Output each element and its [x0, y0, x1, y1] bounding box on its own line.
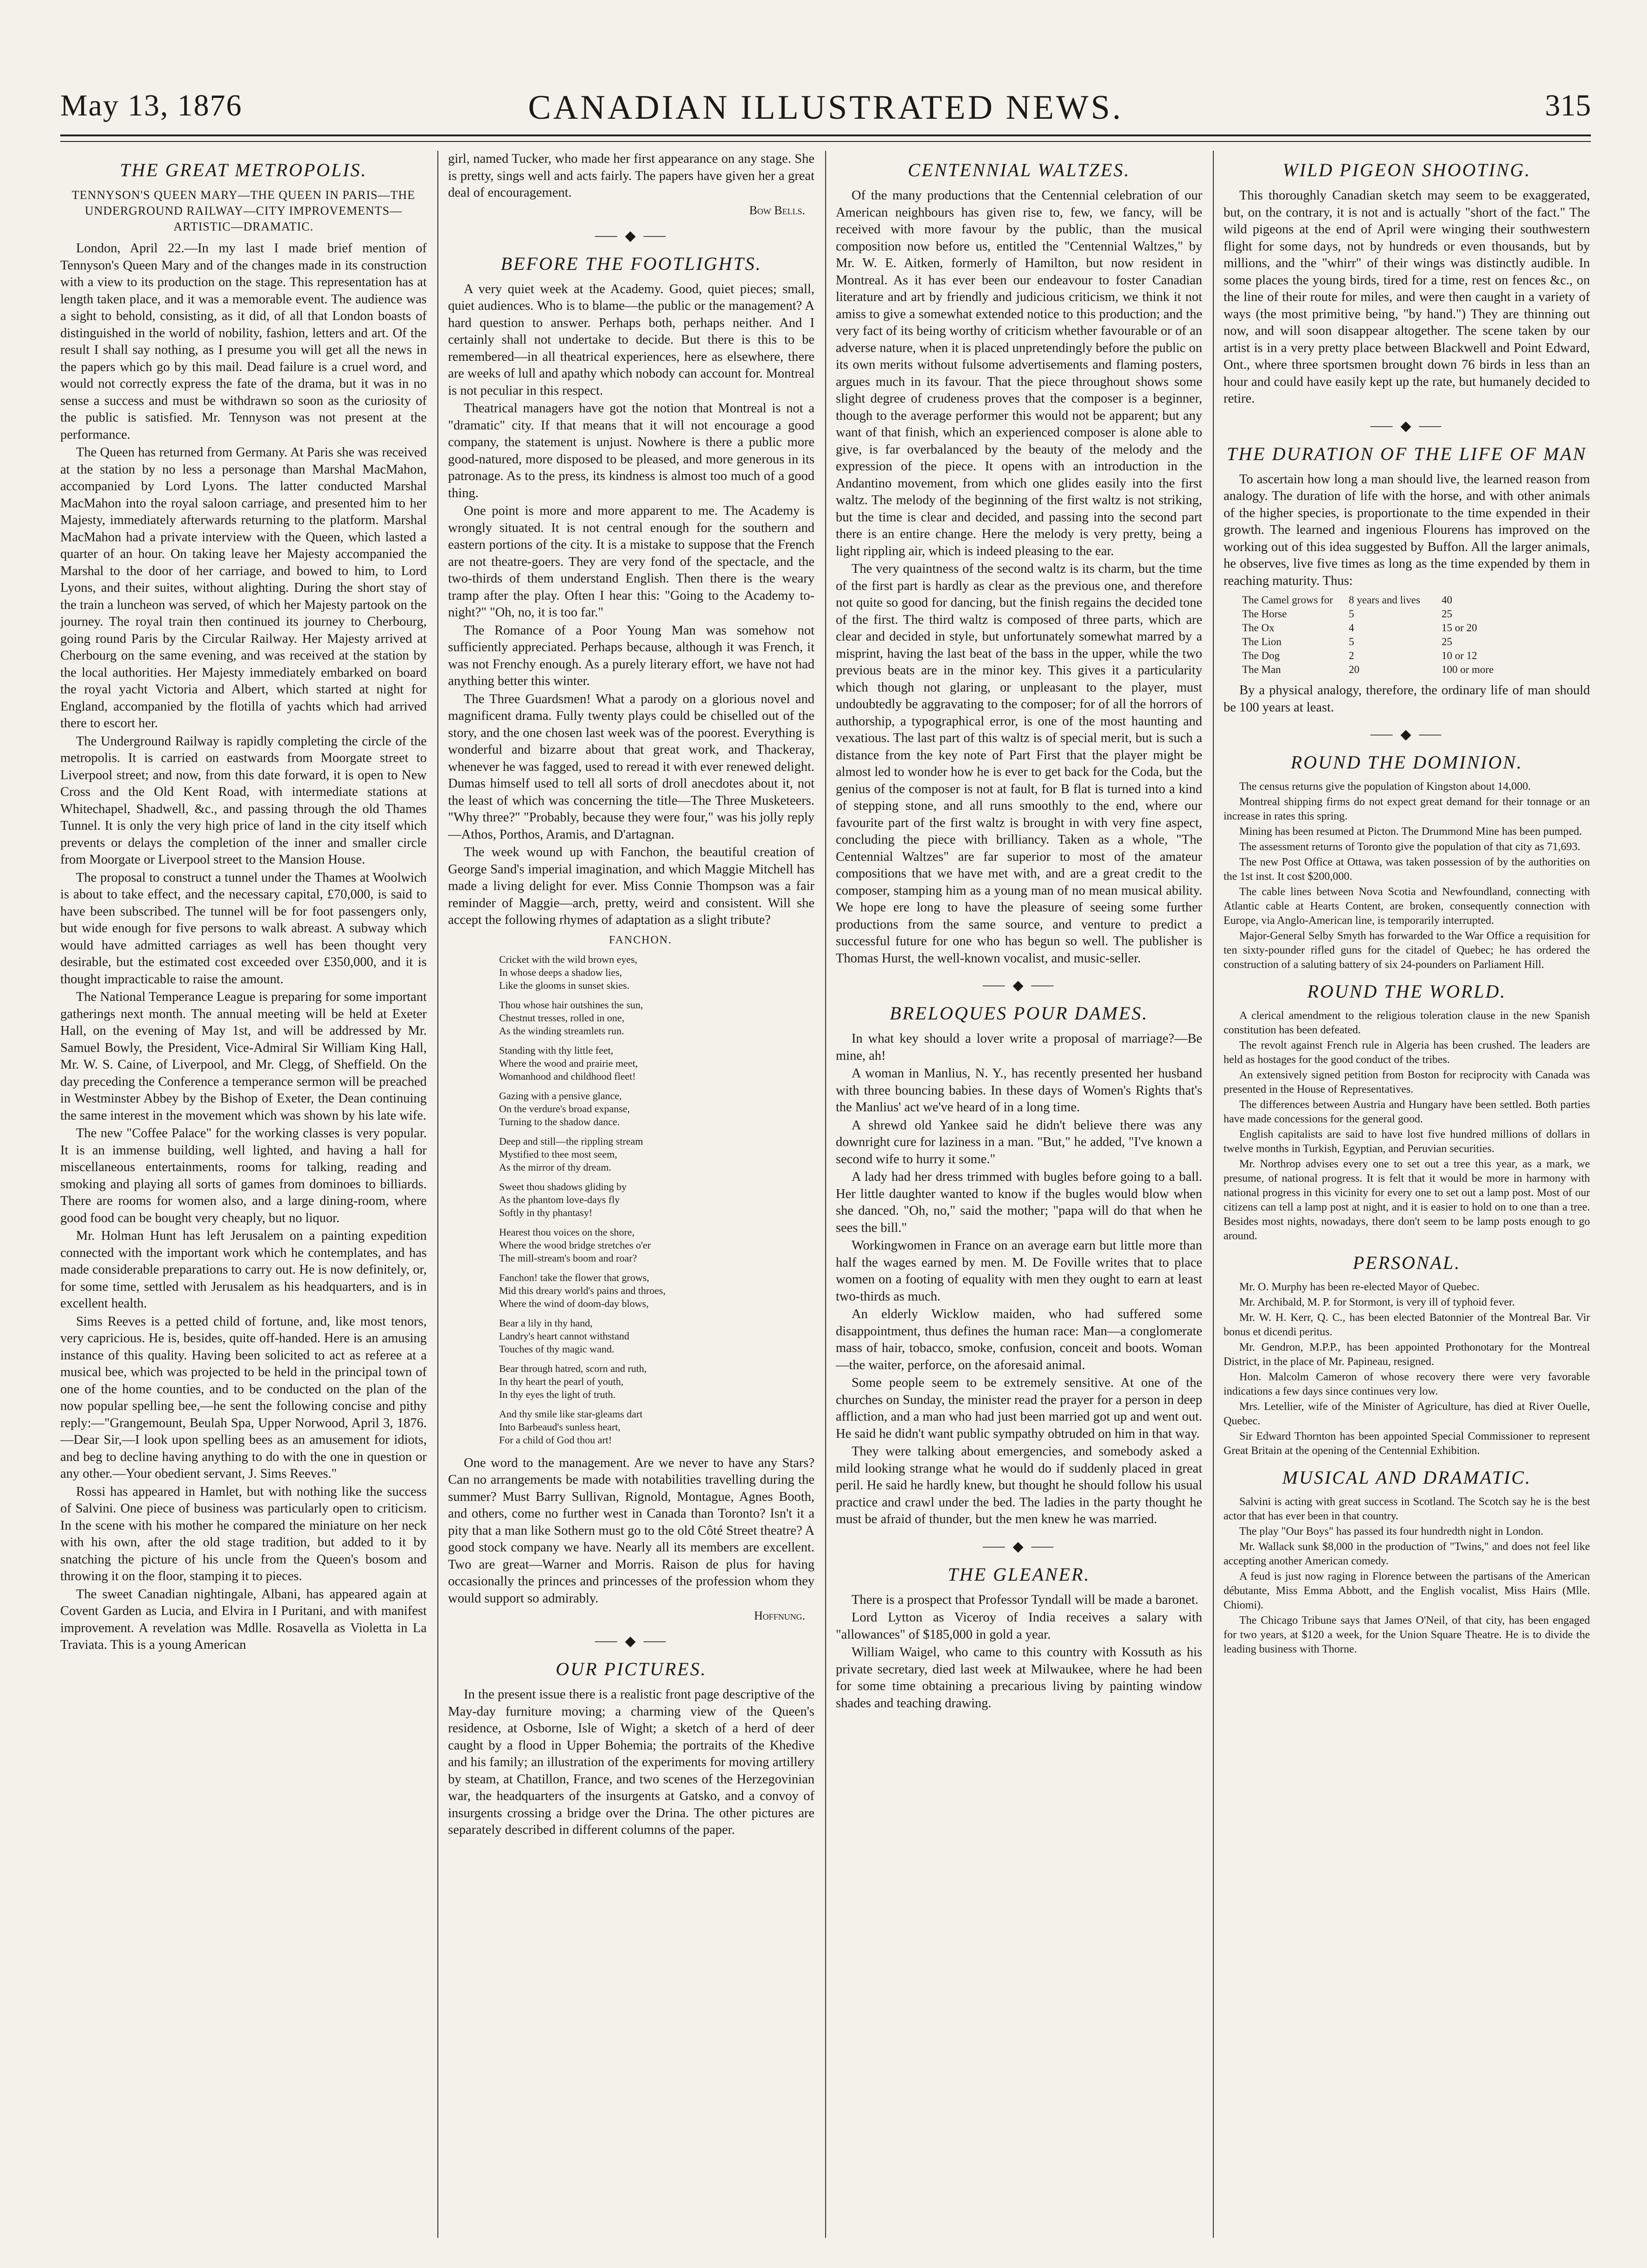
paragraph: A very quiet week at the Academy. Good, quiet pieces; small, quiet audiences. Who is to blame—the public or the management? A hard question to answer. Perhaps both, perhaps neither. And I certainly shall not undertake to decide. But there is this to be remembered—in all theatrical experiences, here as elsewhere, there are weeks of lull and apathy which nobody can account for. Montreal is not peculiar in this respect. — [448, 282, 814, 398]
poem-line: Womanhood and childhood fleet! — [499, 1070, 636, 1082]
poem-fanchon — [499, 934, 782, 1447]
ornament-divider: ⸺ ◆ ⸺ — [982, 978, 1056, 993]
poem-line: Where the wood and prairie meet, — [499, 1057, 638, 1069]
poem-stanza — [499, 1180, 782, 1219]
table-cell: 2 — [1349, 650, 1354, 661]
paragraph: The assessment returns of Toronto give the population of that city as 71,693. — [1239, 841, 1581, 853]
table-cell: The Camel grows for — [1242, 594, 1333, 606]
poem-line: Landry's heart cannot withstand — [499, 1330, 629, 1342]
poem-stanza — [499, 1271, 782, 1310]
masthead-rule — [60, 135, 1591, 142]
paragraph: Sims Reeves is a petted child of fortune, and, like most tenors, very capricious. He is, besides, quite off-handed. Here is an amusing instance of this quality. Having been solicited to act as referee at a musical bee, which was projected to be held in the principal town of one of the home counties, and to be conducted on the plan of the now popular spelling bee,—he sent the following concise and pithy reply:—"Grangemount, Beulah Spa, Upper Norwood, April 3, 1876.—Dear Sir,—I look upon spelling bees as an amusement for idiots, and beg to decline having anything to do with the one in question or any other.—Your obedient servant, J. Sims Reeves." — [60, 1314, 427, 1481]
paragraph: Mining has been resumed at Picton. The Drummond Mine has been pumped. — [1239, 826, 1582, 838]
poem-stanza — [499, 1044, 782, 1083]
paragraph: The Underground Railway is rapidly completing the circle of the metropolis. It is carried on eastwards from Moorgate street to Liverpool street; and now, from this date forward, it is open to New Cross and the Old Kent Road, with intermediate stations at Whitechapel, Shadwell, &c., and passing through the old Thames Tunnel. It is only the very high price of land in the city itself which prevents or delays the completion of the inner and smaller circle from Moorgate or Liverpool street to the Mansion House. — [60, 734, 427, 867]
table-cell: 100 or more — [1442, 664, 1494, 675]
column-1 — [60, 151, 427, 2238]
poem-line: The mill-stream's boom and roar? — [499, 1252, 637, 1264]
page-number: 315 — [1545, 89, 1591, 122]
paragraph: girl, named Tucker, who made her first appearance on any stage. She is pretty, sings well and acts fairly. The papers have given her a great deal of encouragement. — [448, 152, 814, 200]
poem-title: FANCHON. — [609, 934, 673, 946]
paragraph: Mr. Gendron, M.P.P., has been appointed Prothonotary for the Montreal District, in the place of Mr. Papineau, resigned. — [1224, 1341, 1590, 1368]
poem-line: Bear a lily in thy hand, — [499, 1317, 593, 1329]
paragraph: Mr. W. H. Kerr, Q. C., has been elected Batonnier of the Montreal Bar. Vir bonus et dicendi peritus. — [1224, 1312, 1590, 1338]
poem-line: As the winding streamlets run. — [499, 1025, 624, 1037]
article-body — [60, 240, 427, 1654]
paragraph: Mr. Northrop advises every one to set out a tree this year, as a mark, we presume, of national progress. It is felt that it would be more in harmony with national progress in this vicinity for every one to set out a lamp post. Most of our citizens can tell a lamp post at night, and it is easier to hold on to one than a tree. Besides most nights, nowadays, there don't seem to be lamp posts enough to go around. — [1224, 1158, 1590, 1242]
ornament-divider: ⸺ ◆ ⸺ — [594, 1634, 668, 1649]
paragraph: The Three Guardsmen! What a parody on a glorious novel and magnificent drama. Fully twenty plays could be chiselled out of the story, and the one chosen last week was of the poorest. Everything is wonderful and bizarre about that great work, and Thackeray, whenever he was fagged, used to reread it with ever renewed delight. Dumas himself used to tell all sorts of droll anecdotes about it, not the least of which was concerning the title—The Three Musketeers. "Why three?" "Probably, because they were four," was his jolly reply—Athos, Porthos, Aramis, and D'artagnan. — [448, 692, 814, 842]
poem-line: Standing with thy little feet, — [499, 1044, 614, 1056]
table-row — [1242, 663, 1571, 677]
poem-stanzas — [499, 953, 782, 1447]
paragraph: The Chicago Tribune says that James O'Neil, of that city, has been engaged for two years, at $120 a week, for the Union Square Theatre. He is to divide the leading business with Thorne. — [1224, 1615, 1590, 1655]
signature: Hoffnung. — [754, 1609, 805, 1622]
poem-line: On the verdure's broad expanse, — [499, 1102, 630, 1115]
paragraph: The very quaintness of the second waltz is its charm, but the time of the first part is hardly as clear as the previous one, and therefore not quite so good for dancing, but the finish regains the decided tone of the first. The third waltz is composed of three parts, which are clear and decided in style, but unfortunately somewhat marred by a misprint, having the last beat of the bass in the upper, while the two previous beats are in the minor key. This gives it a particularity which though not glaring, or unpleasant to the player, must undoubtedly be aggravating to the composer; for of all the horrors of authorship, a typographical error, is one of the most haunting and vexatious. The last part of this waltz is of special merit, but is such a distance from the key note of Part First that the player might be almost led to wonder how he is ever to get back for the Coda, but the genius of the composer is not at fault, for B flat is turned into a kind of stepping stone, and all runs smoothly to the end, where our favourite part of the first waltz is brought in with very fine aspect, concluding the piece with brilliancy. Taken as a whole, "The Centennial Waltzes" are far superior to most of the amateur compositions that we have met with, and are a great credit to the composer, stamping him as a young man of no mean musical ability. We hope ere long to have the pleasure of seeing some further productions from the same source, and venture to predict a successful future for one who has begun so well. The publisher is Thomas Hurst, the well-known vocalist, and music-seller. — [836, 562, 1202, 966]
table-row — [1242, 649, 1571, 663]
table-row — [1242, 621, 1571, 635]
ornament-divider: ⸺ ◆ ⸺ — [982, 1538, 1056, 1554]
article-heading-musical-and-dramatic: MUSICAL AND DRAMATIC. — [1282, 1467, 1532, 1488]
poem-stanza — [499, 1135, 782, 1174]
paragraph: Mrs. Letellier, wife of the Minister of Agriculture, has died at River Ouelle, Quebec. — [1224, 1401, 1590, 1427]
paragraph: Theatrical managers have got the notion that Montreal is not a "dramatic" city. If that means that it will not encourage a good company, the statement is unjust. Nowhere is there a public more good-natured, more disposed to be pleased, and more generous in its patronage. As to the press, its kindness is almost too much of a good thing. — [448, 401, 814, 500]
issue-date: May 13, 1876 — [60, 89, 243, 122]
poem-line: Where the wind of doom-day blows, — [499, 1297, 649, 1309]
article-heading-centennial-waltzes: CENTENNIAL WALTZES. — [908, 160, 1130, 180]
ornament-divider: ⸺ ◆ ⸺ — [594, 228, 668, 243]
poem-line: Chestnut tresses, rolled in one, — [499, 1012, 625, 1024]
table-row — [1242, 593, 1571, 607]
poem-line: Fanchon! take the flower that grows, — [499, 1271, 649, 1283]
paragraph: A shrewd old Yankee said he didn't believe there was any downright cure for laziness in a man. "But," he added, "I've known a second wife to hurry it some." — [836, 1118, 1202, 1166]
poem-line: In thy eyes the light of truth. — [499, 1388, 616, 1400]
table-cell: 25 — [1442, 636, 1452, 647]
poem-stanza — [499, 1362, 782, 1401]
paragraph: The differences between Austria and Hungary have been settled. Both parties have made concessions for the general good. — [1224, 1099, 1590, 1125]
poem-line: Mid this dreary world's pains and throes, — [499, 1284, 666, 1296]
paragraph: They were talking about emergencies, and somebody asked a mild looking strange what he would do if suddenly placed in great peril. He said he hardly knew, but thought he should follow his usual practice and crawl under the bed. The ladies in the party thought he must be afraid of thunder, but the men knew he was married. — [836, 1444, 1202, 1526]
ornament-divider: ⸺ ◆ ⸺ — [1370, 418, 1444, 434]
poem-line: For a child of God thou art! — [499, 1434, 612, 1446]
paragraph: A woman in Manlius, N. Y., has recently presented her husband with three bouncing babies. In these days of Women's Rights that's the Manlius' act we've heard of in a long time. — [836, 1066, 1202, 1115]
poem-line: Like the glooms in sunset skies. — [499, 979, 630, 991]
article-heading-wild-pigeon-shooting: WILD PIGEON SHOOTING. — [1282, 160, 1531, 180]
paragraph: A lady had her dress trimmed with bugles before going to a ball. Her little daughter wanted to know if the bugles would blow when she danced. "Oh, no," said the mother; "papa will do that when he sees the bill." — [836, 1170, 1202, 1235]
paragraph: Salvini is acting with great success in Scotland. The Scotch say he is the best actor that has ever been in that country. — [1224, 1496, 1590, 1522]
paragraph: Major-General Selby Smyth has forwarded to the War Office a requisition for ten sixty-pounder rifled guns for the citadel of Quebec; he has ordered the construction of a saluting battery of six 24-pounders on Parliament Hill. — [1224, 930, 1590, 971]
table-row — [1242, 607, 1571, 621]
table-cell: The Ox — [1242, 622, 1275, 634]
table-cell: The Lion — [1242, 636, 1282, 647]
signature: Bow Bells. — [749, 203, 805, 217]
paragraph: In what key should a lover write a proposal of marriage?—Be mine, ah! — [836, 1031, 1202, 1063]
article-heading-great-metropolis: THE GREAT METROPOLIS. — [120, 160, 367, 180]
column-divider — [1213, 151, 1214, 2238]
poem-line: Turning to the shadow dance. — [499, 1115, 620, 1128]
poem-stanza — [499, 999, 782, 1038]
paragraph: London, April 22.—In my last I made brief mention of Tennyson's Queen Mary and of the changes made in its construction with a view to its production on the stage. This representation has at length taken place, and it was a memorable event. The audience was a sight to behold, consisting, as it did, of all that London boasts of distinguished in the world of nobility, fashion, letters and art. Of the result I shall say nothing, as I presume you will get all the news in the papers which go by this mail. Dead failure is a cruel word, and would not correctly express the fate of the drama, but it was in no sense a success and must be withdrawn so soon as the curiosity of the public is satisfied. Mr. Tennyson was not present at the performance. — [60, 241, 427, 442]
paragraph: One point is more and more apparent to me. The Academy is wrongly situated. It is not central enough for the southern and eastern portions of the city. It is a mistake to suppose that the French are not theatre-goers. They are very fond of the spectacle, and the two-thirds of them understand English. Then there is the weary tramp after the play. Often I hear this: "Going to the Academy to-night?" "Oh, no, it is too far." — [448, 504, 814, 620]
poem-line: Where the wood bridge stretches o'er — [499, 1239, 651, 1251]
poem-line: Bear through hatred, scorn and ruth, — [499, 1362, 647, 1374]
lifespan-table — [1242, 593, 1571, 677]
paragraph: Some people seem to be extremely sensitive. At one of the churches on Sunday, the minister read the prayer for a person in deep affliction, and a man who had just been married got up and went out. He said he didn't want public sympathy obtruded on him in that way. — [836, 1376, 1202, 1441]
poem-line: Into Barbeaud's sunless heart, — [499, 1421, 621, 1433]
paragraph: The census returns give the population of Kingston about 14,000. — [1239, 781, 1531, 793]
paragraph: An extensively signed petition from Boston for reciprocity with Canada was presented in the House of Representatives. — [1224, 1069, 1590, 1096]
table-cell: 4 — [1349, 622, 1354, 634]
paragraph: The sweet Canadian nightingale, Albani, has appeared again at Covent Garden as Lucia, and Elvira in I Puritani, and with manifest improvement. A revelation was Mdlle. Rosavella as Violetta in La Traviata. This is a young American — [60, 1587, 427, 1652]
paragraph: The proposal to construct a tunnel under the Thames at Woolwich is about to take effect, and the necessary capital, £70,000, is said to have been subscribed. The tunnel will be for foot passengers only, but wide enough for five persons to walk abreast. A subway which would have admitted carriages as well has been thought very desirable, but the estimated cost exceeded over £350,000, and it is thought impracticable to raise the amount. — [60, 870, 427, 987]
table-cell: 25 — [1442, 608, 1452, 620]
poem-line: Hearest thou voices on the shore, — [499, 1226, 635, 1238]
column-divider — [437, 151, 438, 2238]
column-divider — [825, 151, 826, 2238]
column-4 — [1224, 151, 1590, 2238]
paragraph: Of the many productions that the Centennial celebration of our American neighbours has given rise to, few, we fancy, will be received with more favour by the public, than the musical composition now before us, entitled the "Centennial Waltzes," by Mr. W. E. Aitken, formerly of Hamilton, but now resident in Montreal. As it has ever been our endeavour to foster Canadian literature and art by friendly and judicious criticism, we think it not amiss to give a somewhat extended notice to this production; and the very fact of its being worthy of criticism whether favourable or of an adverse nature, when it is placed unpretendingly before the public on its own merits without fulsome advertisements and flaming posters, argues much in its favour. That the piece throughout shows some slight degree of crudeness proves that the composer is a beginner, though to the average performer this would not be apparent; but any want of that finish, which an experienced composer is alone able to give, is far overbalanced by the beauty of the melody and the expression of the piece. It opens with an introduction in the Andantino movement, from which one glides easily into the first waltz. The melody of the beginning of the first waltz is not striking, but the time is clear and decided, and passing into the second part there is an entire change. Here the melody is very pretty, being a light rippling air, which is indeed pleasing to the ear. — [836, 188, 1202, 558]
poem-stanza — [499, 1317, 782, 1356]
newspaper-page — [60, 70, 1591, 2249]
poem-stanza — [499, 1226, 782, 1265]
poem-line: Deep and still—the rippling stream — [499, 1135, 643, 1147]
poem-line: As the mirror of thy dream. — [499, 1161, 611, 1173]
table-cell: 20 — [1349, 664, 1359, 675]
poem-line: Sweet thou shadows gliding by — [499, 1180, 627, 1192]
paragraph: William Waigel, who came to this country with Kossuth as his private secretary, died last week at Milwaukee, where he had been for some time obtaining a precarious living by painting window shades and teaching drawing. — [836, 1645, 1202, 1711]
paragraph: The Romance of a Poor Young Man was somehow not sufficiently appreciated. Perhaps because, although it was French, it was not Frenchy enough. As a purely literary effort, we have not had anything better this winter. — [448, 623, 814, 688]
paragraph: A feud is just now raging in Florence between the partisans of the American débutante, Miss Emma Abbott, and the English vocalist, Miss Hairs (Mlle. Chiomi). — [1224, 1570, 1590, 1611]
paragraph: Montreal shipping firms do not expect great demand for their tonnage or an increase in rates this spring. — [1224, 796, 1590, 822]
ornament-divider: ⸺ ◆ ⸺ — [1370, 727, 1444, 742]
paragraph: Lord Lytton as Viceroy of India receives a salary with "allowances" of $185,000 in gold a year. — [836, 1610, 1202, 1642]
paragraph: Workingwomen in France on an average earn but little more than half the wages earned by men. M. De Foville writes that to place women on a footing of equality with men they ought to earn at least two-thirds as much. — [836, 1238, 1202, 1304]
paragraph: One word to the management. Are we never to have any Stars? Can no arrangements be made with notabilities travelling during the summer? Must Barry Sullivan, Rignold, Montague, Agnes Booth, and others, come no further west in Canada than Toronto? Isn't it a pity that a man like Sothern must go to the old Côté Street theatre? A good stock company we have. Nearly all its members are excellent. Two are great—Warner and Morris. Raison de plus for having occasionally the princes and princesses of the profession whom they would support so admirably. — [448, 1455, 814, 1606]
article-heading-our-pictures: OUR PICTURES. — [556, 1659, 707, 1679]
paragraph: A clerical amendment to the religious toleration clause in the new Spanish constitution has been defeated. — [1224, 1010, 1590, 1036]
article-heading-before-the-footlights: BEFORE THE FOOTLIGHTS. — [500, 253, 762, 274]
paragraph: Mr. O. Murphy has been re-elected Mayor of Quebec. — [1239, 1281, 1480, 1293]
paragraph: Sir Edward Thornton has been appointed Special Commissioner to represent Great Britain at the opening of the Centennial Exhibition. — [1224, 1430, 1590, 1457]
paragraph: Mr. Archibald, M. P. for Stormont, is very ill of typhoid fever. — [1239, 1296, 1515, 1308]
table-cell: 5 — [1349, 636, 1354, 647]
poem-line: And thy smile like star-gleams dart — [499, 1408, 643, 1420]
poem-stanza — [499, 1089, 782, 1128]
poem-stanza — [499, 953, 782, 992]
table-row — [1242, 635, 1571, 649]
paragraph: The Queen has returned from Germany. At Paris she was received at the station by no less a personage than Marshal MacMahon, accompanied by Lord Lyons. The latter conducted Marshal MacMahon into the royal saloon carriage, and presented him to her Majesty, immediately afterwards returning to the platform. Marshal MacMahon had a private interview with the Queen, which lasted a quarter of an hour. On taking leave her Majesty accompanied the Marshal to the door of her carriage, and bowed to him, to Lord Lyons, and their suites, without alighting. During the short stay of the train a luncheon was served, of which her Majesty partook on the journey. The royal train then continued its journey to Cherbourg, going round Paris by the Circular Railway. Her Majesty arrived at Cherbourg on the same evening, and was received at the station by the local authorities. Her Majesty immediately embarked on board the royal yacht Victoria and Albert, which started at night for England, accompanied by the flotilla of yachts which had arrived there to escort her. — [60, 445, 427, 730]
article-heading-personal: PERSONAL. — [1352, 1252, 1461, 1273]
paragraph: The new Post Office at Ottawa, was taken possession of by the authorities on the 1st inst. It cost $200,000. — [1224, 856, 1590, 883]
poem-line: Softly in thy phantasy! — [499, 1206, 593, 1218]
poem-line: In whose deeps a shadow lies, — [499, 966, 622, 978]
paragraph: Rossi has appeared in Hamlet, but with nothing like the success of Salvini. One piece of business was particularly open to criticism. In the scene with his mother he compared the miniature on her neck with his own, after the old stage tradition, but added to it by snatching the picture of his uncle from the Queen's bosom and throwing it on the floor, stamping it to pieces. — [60, 1484, 427, 1583]
column-3 — [836, 151, 1202, 2238]
paragraph: Hon. Malcolm Cameron of whose recovery there were very favorable indications a few days since continues very low. — [1224, 1371, 1590, 1397]
table-cell: The Horse — [1242, 608, 1287, 620]
poem-line: Cricket with the wild brown eyes, — [499, 953, 638, 965]
paragraph: Mr. Holman Hunt has left Jerusalem on a painting expedition connected with the important work which he contemplates, and has made considerable preparations to carry out. He is now definitely, or, for some time, settled with Jerusalem as his headquarters, and is in excellent health. — [60, 1229, 427, 1311]
paragraph: Mr. Wallack sunk $8,000 in the production of "Twins," and does not feel like accepting another American comedy. — [1224, 1541, 1590, 1567]
poem-stanza — [499, 1408, 782, 1447]
newspaper-title: CANADIAN ILLUSTRATED NEWS. — [528, 89, 1123, 127]
poem-line: Mystified to thee most seem, — [499, 1148, 617, 1160]
paragraph: The new "Coffee Palace" for the working classes is very popular. It is an immense building, well lighted, and having a hall for miscellaneous entertainments, rooms for talking, reading and smoking and playing all sorts of games from dominoes to billiards. There are rooms for women also, and a large dining-room, where good food can be bought very cheaply, but no liquor. — [60, 1126, 427, 1225]
poem-line: In thy heart the pearl of youth, — [499, 1375, 624, 1387]
paragraph: The week wound up with Fanchon, the beautiful creation of George Sand's imperial imagination, and which Maggie Mitchell has made a living delight for ever. Miss Connie Thompson was a fair reminder of Maggie—arch, pretty, weird and consistent. Will she accept the following rhymes of adaptation as a slight tribute? — [448, 845, 814, 927]
article-heading-breloques-pour-dames: BRELOQUES POUR DAMES. — [890, 1003, 1148, 1024]
paragraph: An elderly Wicklow maiden, who had suffered some disappointment, thus defines the human race: Man—a conglomerate mass of hair, tobacco, smoke, confusion, conceit and boots. Woman—the waiter, perforce, on the aforesaid animal. — [836, 1307, 1202, 1372]
paragraph: To ascertain how long a man should live, the learned reason from analogy. The duration of life with the horse, and with other animals of the higher species, is proportionate to the time expended in their growth. The learned and ingenious Flourens has improved on the working out of this idea suggested by Buffon. All the larger animals, he observes, live five times as long as the time expended by them in reaching maturity. Thus: — [1224, 472, 1590, 588]
paragraph: The revolt against French rule in Algeria has been crushed. The leaders are held as hostages for the good conduct of the tribes. — [1224, 1039, 1590, 1066]
poem-line: Gazing with a pensive glance, — [499, 1089, 622, 1102]
paragraph: The play "Our Boys" has passed its four hundredth night in London. — [1239, 1525, 1544, 1538]
table-cell: 15 or 20 — [1442, 622, 1477, 634]
poem-line: Touches of thy magic wand. — [499, 1343, 615, 1355]
paragraph: The National Temperance League is preparing for some important gatherings next month. The annual meeting will be held at Exeter Hall, on the evening of May 1st, and will be addressed by Mr. Samuel Bowly, the President, Vice-Admiral Sir William King Hall, Mr. W. S. Caine, of Liverpool, and Mr. Clegg, of Sheffield. On the day preceding the Conference a temperance sermon will be preached in Westminster Abbey by the Bishop of Exeter, the Dean continuing the same interest in the movement which was shown by his late wife. — [60, 990, 427, 1123]
paragraph: By a physical analogy, therefore, the ordinary life of man should be 100 years at least. — [1224, 683, 1590, 715]
column-2 — [448, 151, 814, 2238]
columns — [60, 151, 1591, 2238]
paragraph: The cable lines between Nova Scotia and Newfoundland, connecting with Atlantic cable at Hearts Content, are broken, consequently connection with Europe, via Anglo-American line, is temporarily interrupted. — [1224, 886, 1590, 927]
table-cell: The Man — [1242, 664, 1281, 675]
article-heading-round-the-dominion: ROUND THE DOMINION. — [1290, 752, 1523, 773]
article-heading-the-gleaner: THE GLEANER. — [948, 1563, 1090, 1585]
poem-line: Thou whose hair outshines the sun, — [499, 999, 643, 1011]
paragraph: English capitalists are said to have lost five hundred millions of dollars in twelve months in Turkish, Egyptian, and Peruvian securities. — [1224, 1128, 1590, 1155]
article-heading-duration-of-life: THE DURATION OF THE LIFE OF MAN — [1227, 443, 1587, 464]
article-deck: TENNYSON'S QUEEN MARY—THE QUEEN IN PARIS—THE UNDERGROUND RAILWAY—CITY IMPROVEMENTS—ARTISTIC—DRAMATIC. — [71, 188, 416, 233]
paragraph: There is a prospect that Professor Tyndall will be made a baronet. — [852, 1592, 1198, 1607]
table-cell: 40 — [1442, 594, 1452, 606]
table-cell: 5 — [1349, 608, 1354, 620]
table-cell: 8 years and lives — [1349, 594, 1420, 606]
article-heading-round-the-world: ROUND THE WORLD. — [1307, 981, 1506, 1002]
table-cell: 10 or 12 — [1442, 650, 1477, 661]
paragraph: This thoroughly Canadian sketch may seem to be exaggerated, but, on the contrary, it is not and is actually "short of the fact." The wild pigeons at the end of April were winging their southwestern flight for some days, not by hundreds or even thousands, but by millions, and the "whirr" of their wings was distinctly audible. In some places the young birds, tired for a time, rest on fences &c., on the line of their route for miles, and were then caught in a variety of ways (the most primitive being, "by hand.") They are thinning out now, and will soon disappear altogether. The scene taken by our artist is in a very pretty place between Blackwell and Point Edward, Ont., where three sportsmen brought down 76 birds in less than an hour and could have easily kept up the rate, but humanely decided to retire. — [1224, 188, 1590, 406]
table-cell: The Dog — [1242, 650, 1280, 661]
poem-line: As the phantom love-days fly — [499, 1193, 620, 1205]
paragraph: In the present issue there is a realistic front page descriptive of the May-day furniture moving; a charming view of the Queen's residence, at Osborne, Isle of Wight; a sketch of a herd of deer caught by a flood in Upper Bohemia; the portraits of the Khedive and his family; an illustration of the experiments for moving artillery by steam, at Chatillon, France, and two scenes of the Herzegovinian war, the headquarters of the insurgents at Gatsko, and a convoy of insurgents crossing a bridge over the Drina. The other pictures are separately described in different columns of the paper. — [448, 1687, 814, 1837]
